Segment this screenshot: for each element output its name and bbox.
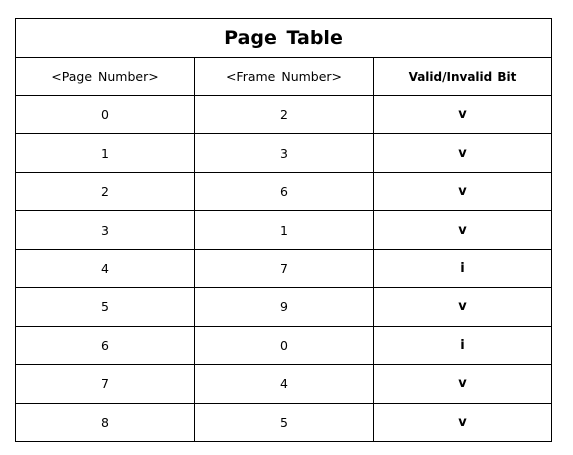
header-valid-invalid-bit: Valid/Invalid Bit — [408, 69, 517, 84]
frame-number-cell: 0 — [195, 327, 374, 364]
page-number-cell: 3 — [16, 211, 195, 248]
header-frame-number: <Frame Number> — [195, 58, 374, 95]
valid-bit-cell: v — [458, 145, 467, 161]
table-row — [16, 211, 551, 249]
table-row — [16, 250, 551, 288]
frame-number-cell: 2 — [195, 96, 374, 133]
valid-bit-cell: i — [460, 337, 465, 353]
page-number-cell: 1 — [16, 134, 195, 171]
table-title: Page Table — [16, 19, 551, 58]
table-row — [16, 96, 551, 134]
frame-number-cell: 9 — [195, 288, 374, 325]
frame-number-cell: 7 — [195, 250, 374, 287]
table-row — [16, 404, 551, 441]
frame-number-cell: 6 — [195, 173, 374, 210]
page-number-cell: 5 — [16, 288, 195, 325]
valid-bit-cell: v — [458, 222, 467, 238]
table-row — [16, 173, 551, 211]
frame-number-cell: 3 — [195, 134, 374, 171]
table-header-row — [16, 58, 551, 96]
table-row — [16, 327, 551, 365]
table-row — [16, 365, 551, 403]
table-row — [16, 134, 551, 172]
frame-number-cell: 4 — [195, 365, 374, 402]
valid-bit-cell: v — [458, 299, 467, 315]
valid-bit-cell: v — [458, 376, 467, 392]
valid-bit-cell: v — [458, 414, 467, 430]
frame-number-cell: 5 — [195, 404, 374, 441]
page-number-cell: 6 — [16, 327, 195, 364]
page-number-cell: 4 — [16, 250, 195, 287]
valid-bit-cell: i — [460, 260, 465, 276]
page-number-cell: 0 — [16, 96, 195, 133]
page-number-cell: 2 — [16, 173, 195, 210]
table-row — [16, 288, 551, 326]
valid-bit-cell: v — [458, 184, 467, 200]
header-page-number: <Page Number> — [16, 58, 195, 95]
page-table — [15, 18, 552, 442]
page-number-cell: 8 — [16, 404, 195, 441]
frame-number-cell: 1 — [195, 211, 374, 248]
page-number-cell: 7 — [16, 365, 195, 402]
valid-bit-cell: v — [458, 107, 467, 123]
